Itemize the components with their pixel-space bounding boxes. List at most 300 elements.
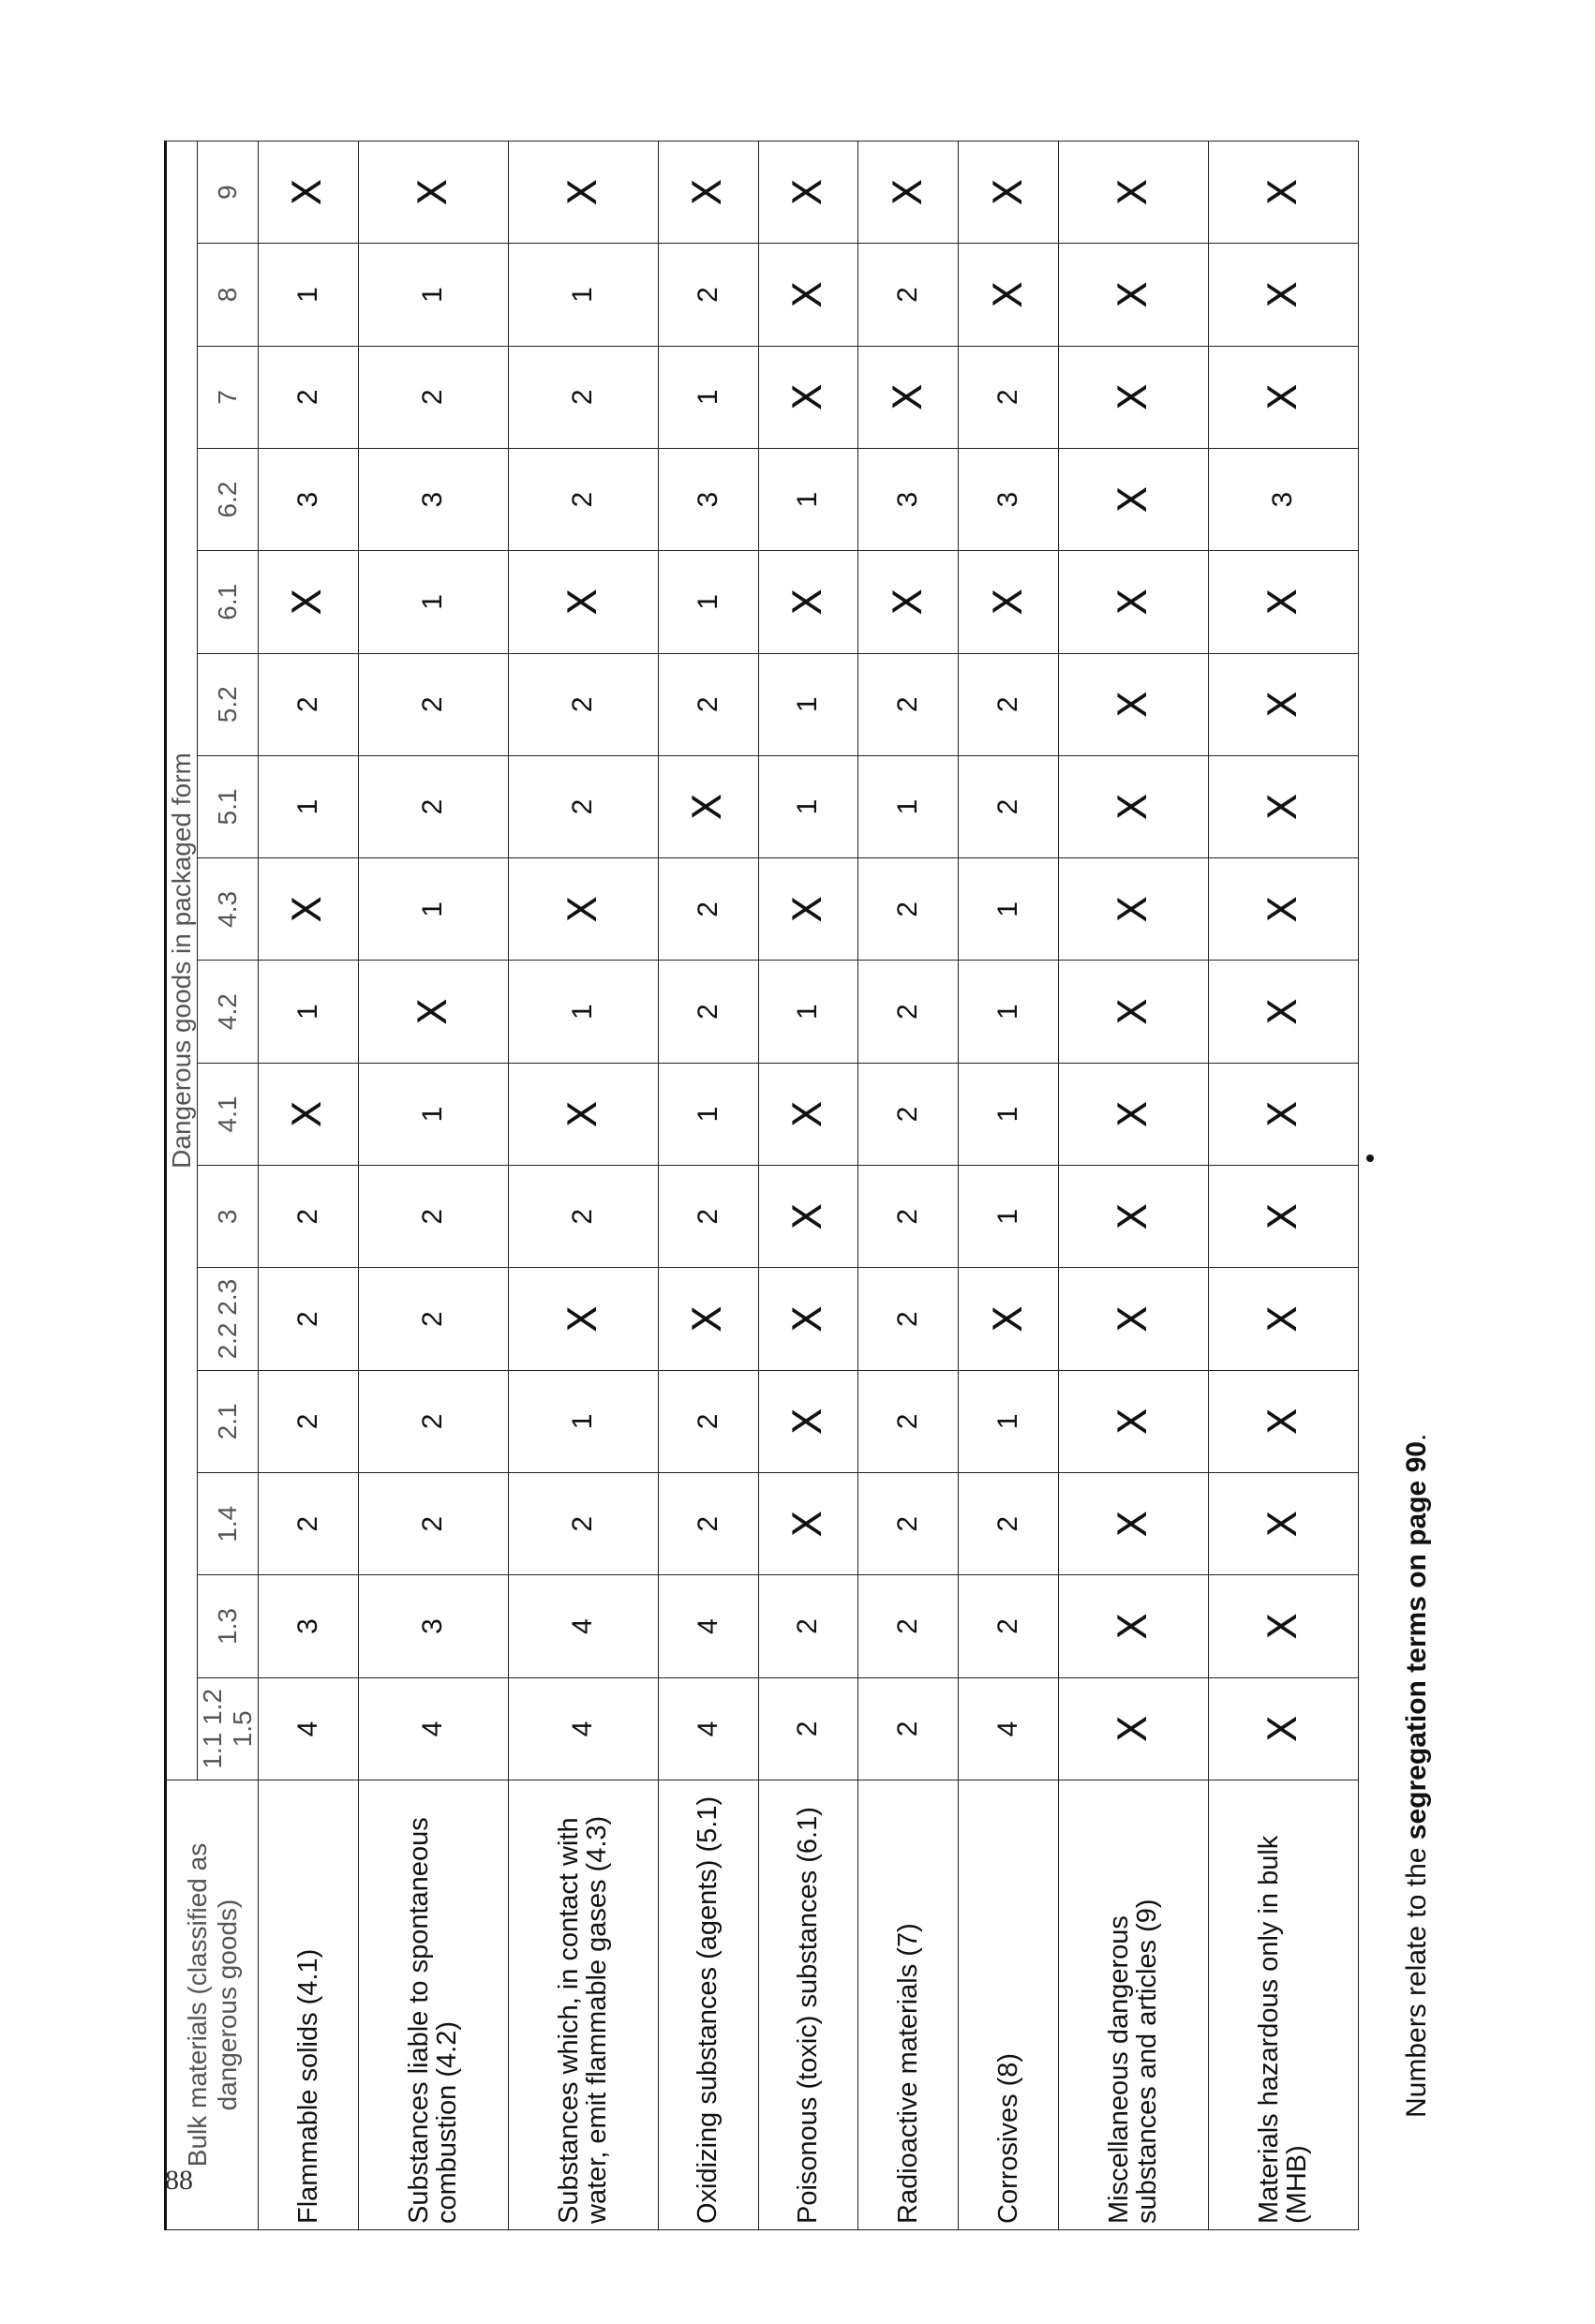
table-cell (358, 551, 508, 653)
table-cell (1059, 346, 1209, 448)
table-cell (658, 1370, 758, 1472)
table-cell (858, 448, 959, 550)
column-header: 5.2 (198, 653, 259, 755)
table-cell (1208, 755, 1358, 857)
segregation-number: 1 (417, 901, 449, 917)
footnote-suffix: . (1401, 1433, 1432, 1442)
cross-mark: X (1259, 588, 1305, 616)
table-cell (1208, 448, 1358, 550)
segregation-number: 2 (792, 1721, 824, 1737)
table-cell (358, 1575, 508, 1677)
segregation-number: 4 (291, 1721, 323, 1737)
table-cell (1059, 755, 1209, 857)
table-cell (758, 551, 858, 653)
segregation-table-rotated (164, 141, 1359, 2230)
segregation-number: 2 (992, 696, 1024, 713)
column-header: 7 (198, 346, 259, 448)
table-cell (758, 244, 858, 346)
row-label: Substances which, in contact with water, emit flammable gases (4.3) (508, 1780, 658, 2230)
table-cell (259, 142, 359, 244)
cross-mark: X (783, 1408, 830, 1436)
table-cell (959, 244, 1059, 346)
table-cell (1059, 1063, 1209, 1165)
row-label: Corrosives (8) (959, 1780, 1059, 2230)
segregation-number: 1 (567, 287, 599, 303)
segregation-table (164, 141, 1359, 2230)
cross-mark: X (1109, 1305, 1155, 1333)
table-cell (508, 142, 658, 244)
segregation-number: 2 (992, 1618, 1024, 1634)
table-cell (1208, 961, 1358, 1063)
table-cell (758, 1370, 858, 1472)
table-cell (508, 1677, 658, 1780)
column-header: 5.1 (198, 755, 259, 857)
table-cell (758, 1166, 858, 1268)
segregation-number: 2 (892, 901, 924, 917)
cross-mark: X (884, 383, 931, 411)
row-label: Radioactive materials (7) (858, 1780, 959, 2230)
column-group-label: Dangerous goods in packaged form (166, 142, 198, 1780)
segregation-number: 1 (792, 696, 824, 713)
table-cell (858, 1575, 959, 1677)
segregation-number: 4 (692, 1721, 723, 1737)
segregation-number: 3 (417, 491, 449, 508)
table-cell (758, 1268, 858, 1370)
segregation-number: 2 (892, 1515, 924, 1532)
table-cell (858, 346, 959, 448)
segregation-number: 2 (892, 287, 924, 303)
table-cell (658, 1268, 758, 1370)
table-cell (758, 346, 858, 448)
table-cell (1059, 142, 1209, 244)
cross-mark: X (559, 895, 605, 923)
segregation-number: 4 (567, 1721, 599, 1737)
column-header: 2.1 (198, 1370, 259, 1472)
table-cell (508, 551, 658, 653)
table-row (259, 142, 359, 2230)
cross-mark: X (684, 793, 731, 821)
footnote (1401, 1274, 1438, 2118)
table-cell (1208, 653, 1358, 755)
table-cell (658, 551, 758, 653)
page-number: 88 (165, 2165, 193, 2196)
table-cell (259, 1575, 359, 1677)
segregation-number: 2 (567, 491, 599, 508)
table-cell (658, 142, 758, 244)
table-cell (858, 653, 959, 755)
table-cell (259, 1063, 359, 1165)
row-label: Oxidizing substances (agents) (5.1) (658, 1780, 758, 2230)
table-cell (508, 961, 658, 1063)
table-cell (1059, 961, 1209, 1063)
segregation-number: 1 (567, 1004, 599, 1020)
segregation-number: 3 (692, 491, 723, 508)
cross-mark: X (1109, 281, 1155, 308)
table-cell (858, 1473, 959, 1575)
segregation-number: 4 (692, 1618, 723, 1634)
table-cell (959, 1063, 1059, 1165)
table-cell (959, 961, 1059, 1063)
table-cell (1208, 551, 1358, 653)
segregation-number: 4 (567, 1618, 599, 1634)
table-cell (1059, 1473, 1209, 1575)
table-cell (259, 1473, 359, 1575)
segregation-number: 2 (567, 389, 599, 406)
segregation-number: 1 (417, 287, 449, 303)
cross-mark: X (284, 1100, 331, 1128)
cross-mark: X (884, 588, 931, 616)
column-header: 8 (198, 244, 259, 346)
cross-mark: X (984, 1305, 1031, 1333)
table-cell (959, 1166, 1059, 1268)
table-cell (858, 1166, 959, 1268)
table-row (959, 142, 1059, 2230)
table-cell (358, 142, 508, 244)
segregation-number: 1 (992, 1004, 1024, 1020)
segregation-number: 2 (892, 1311, 924, 1327)
segregation-number: 2 (567, 1208, 599, 1225)
segregation-number: 2 (892, 696, 924, 713)
cross-mark: X (1109, 895, 1155, 923)
table-cell (959, 755, 1059, 857)
segregation-number: 2 (291, 389, 323, 406)
cross-mark: X (1259, 1202, 1305, 1230)
segregation-number: 1 (992, 1208, 1024, 1225)
segregation-number: 2 (417, 798, 449, 815)
table-cell (658, 1166, 758, 1268)
table-cell (858, 551, 959, 653)
table-cell (658, 244, 758, 346)
table-cell (1208, 858, 1358, 961)
table-cell (959, 346, 1059, 448)
table-cell (259, 1166, 359, 1268)
segregation-number: 1 (692, 1106, 723, 1123)
footnote-prefix: Numbers relate to the (1401, 1840, 1432, 2118)
table-cell (658, 1677, 758, 1780)
segregation-number: 1 (417, 1106, 449, 1123)
segregation-number: 2 (892, 1004, 924, 1020)
table-cell (358, 653, 508, 755)
segregation-number: 3 (291, 1618, 323, 1634)
table-cell (508, 244, 658, 346)
table-cell (1059, 1370, 1209, 1472)
segregation-number: 2 (567, 696, 599, 713)
segregation-number: 1 (692, 389, 723, 406)
cross-mark: X (1109, 1613, 1155, 1640)
table-cell (959, 1677, 1059, 1780)
cross-mark: X (284, 895, 331, 923)
table-cell (358, 1677, 508, 1780)
table-cell (959, 858, 1059, 961)
table-cell (1208, 1677, 1358, 1780)
segregation-number: 1 (992, 901, 1024, 917)
table-cell (858, 1370, 959, 1472)
table-cell (959, 142, 1059, 244)
cross-mark: X (984, 178, 1031, 206)
table-cell (259, 858, 359, 961)
table-cell (658, 1473, 758, 1575)
table-cell (1208, 1473, 1358, 1575)
table-cell (1059, 653, 1209, 755)
cross-mark: X (783, 1100, 830, 1128)
table-cell (658, 1575, 758, 1677)
table-cell (259, 961, 359, 1063)
table-row (858, 142, 959, 2230)
table-cell (1208, 1063, 1358, 1165)
cross-mark: X (1259, 793, 1305, 821)
segregation-number: 2 (417, 389, 449, 406)
segregation-number: 2 (291, 696, 323, 713)
cross-mark: X (684, 178, 731, 206)
segregation-number: 1 (291, 1004, 323, 1020)
cross-mark: X (783, 1202, 830, 1230)
cross-mark: X (1259, 281, 1305, 308)
segregation-number: 1 (291, 798, 323, 815)
cross-mark: X (409, 998, 455, 1026)
cross-mark: X (284, 588, 331, 616)
segregation-number: 3 (1267, 491, 1299, 508)
table-cell (758, 142, 858, 244)
cross-mark: X (1109, 793, 1155, 821)
table-cell (358, 961, 508, 1063)
table-cell (959, 551, 1059, 653)
segregation-number: 2 (692, 287, 723, 303)
row-label: Materials hazardous only in bulk (MHB) (1208, 1780, 1358, 2230)
table-cell (508, 1370, 658, 1472)
cross-mark: X (1259, 1510, 1305, 1538)
table-cell (1059, 1677, 1209, 1780)
table-cell (508, 653, 658, 755)
table-cell (1059, 1268, 1209, 1370)
table-cell (259, 755, 359, 857)
table-cell (959, 1268, 1059, 1370)
segregation-number: 1 (692, 594, 723, 610)
segregation-number: 2 (992, 798, 1024, 815)
table-row (508, 142, 658, 2230)
row-label: Miscellaneous dangerous substances and articles (9) (1059, 1780, 1209, 2230)
stray-dot-mark (1366, 1155, 1374, 1162)
table-cell (1059, 1575, 1209, 1677)
segregation-number: 2 (892, 1413, 924, 1430)
segregation-number: 2 (692, 1208, 723, 1225)
segregation-number: 2 (892, 1618, 924, 1634)
column-header: 4.1 (198, 1063, 259, 1165)
cross-mark: X (559, 588, 605, 616)
cross-mark: X (1259, 1100, 1305, 1128)
row-label: Poisonous (toxic) substances (6.1) (758, 1780, 858, 2230)
segregation-number: 2 (417, 1311, 449, 1327)
table-row (1059, 142, 1209, 2230)
table-cell (959, 448, 1059, 550)
table-cell (758, 448, 858, 550)
segregation-number: 1 (792, 491, 824, 508)
table-cell (1059, 858, 1209, 961)
table-cell (858, 1268, 959, 1370)
cross-mark: X (984, 588, 1031, 616)
segregation-number: 2 (892, 1721, 924, 1737)
table-cell (358, 1473, 508, 1575)
cross-mark: X (884, 178, 931, 206)
table-cell (508, 1575, 658, 1677)
table-cell (508, 346, 658, 448)
table-cell (259, 653, 359, 755)
cross-mark: X (783, 1510, 830, 1538)
table-cell (658, 1063, 758, 1165)
cross-mark: X (559, 1100, 605, 1128)
segregation-number: 2 (692, 1413, 723, 1430)
table-cell (1208, 346, 1358, 448)
cross-mark: X (1109, 691, 1155, 719)
column-header: 9 (198, 142, 259, 244)
cross-mark: X (1259, 178, 1305, 206)
table-cell (758, 1677, 858, 1780)
cross-mark: X (783, 383, 830, 411)
cross-mark: X (1259, 1715, 1305, 1743)
table-cell (358, 858, 508, 961)
table-cell (858, 961, 959, 1063)
cross-mark: X (1109, 178, 1155, 206)
cross-mark: X (1109, 1202, 1155, 1230)
segregation-number: 3 (892, 491, 924, 508)
table-cell (358, 755, 508, 857)
cross-mark: X (1259, 998, 1305, 1026)
column-header: 4.2 (198, 961, 259, 1063)
table-cell (1208, 1370, 1358, 1472)
table-cell (1208, 1575, 1358, 1677)
table-cell (358, 448, 508, 550)
table-row (358, 142, 508, 2230)
segregation-number: 2 (892, 1208, 924, 1225)
table-cell (858, 755, 959, 857)
cross-mark: X (684, 1305, 731, 1333)
table-cell (658, 448, 758, 550)
segregation-number: 2 (417, 696, 449, 713)
segregation-number: 1 (992, 1106, 1024, 1123)
cross-mark: X (984, 281, 1031, 308)
segregation-number: 2 (417, 1413, 449, 1430)
column-header: 6.2 (198, 448, 259, 550)
column-header: 2.2 2.3 (198, 1268, 259, 1370)
column-header: 3 (198, 1166, 259, 1268)
cross-mark: X (1259, 1613, 1305, 1640)
segregation-number: 1 (417, 594, 449, 610)
footnote-bold-text: segregation terms on page 90 (1401, 1441, 1432, 1840)
segregation-number: 2 (892, 1106, 924, 1123)
segregation-number: 4 (417, 1721, 449, 1737)
segregation-number: 4 (992, 1721, 1024, 1737)
table-cell (959, 1473, 1059, 1575)
segregation-number: 1 (567, 1413, 599, 1430)
table-cell (858, 1677, 959, 1780)
segregation-number: 2 (692, 1004, 723, 1020)
cross-mark: X (1109, 1100, 1155, 1128)
table-cell (758, 961, 858, 1063)
table-cell (658, 346, 758, 448)
row-label: Flammable solids (4.1) (259, 1780, 359, 2230)
table-cell (259, 1370, 359, 1472)
table-cell (508, 1473, 658, 1575)
table-cell (358, 1268, 508, 1370)
table-cell (358, 1166, 508, 1268)
table-cell (259, 244, 359, 346)
table-cell (959, 653, 1059, 755)
table-cell (259, 1268, 359, 1370)
cross-mark: X (1109, 588, 1155, 616)
table-cell (758, 858, 858, 961)
table-cell (858, 858, 959, 961)
table-cell (1059, 244, 1209, 346)
table-cell (758, 653, 858, 755)
table-body (259, 142, 1359, 2230)
table-cell (658, 961, 758, 1063)
table-cell (358, 1063, 508, 1165)
cross-mark: X (559, 1305, 605, 1333)
segregation-number: 2 (792, 1618, 824, 1634)
segregation-number: 2 (291, 1413, 323, 1430)
table-cell (358, 1370, 508, 1472)
column-header: 1.1 1.2 1.5 (198, 1677, 259, 1780)
segregation-number: 1 (792, 798, 824, 815)
segregation-number: 1 (992, 1413, 1024, 1430)
column-header: 4.3 (198, 858, 259, 961)
cross-mark: X (1109, 1408, 1155, 1436)
segregation-number: 2 (692, 696, 723, 713)
table-cell (259, 1677, 359, 1780)
table-cell (658, 653, 758, 755)
cross-mark: X (1109, 1715, 1155, 1743)
cross-mark: X (1259, 895, 1305, 923)
cross-mark: X (284, 178, 331, 206)
cross-mark: X (559, 178, 605, 206)
segregation-number: 2 (291, 1311, 323, 1327)
table-cell (858, 1063, 959, 1165)
row-header-label: Bulk materials (classified as dangerous goods) (166, 1780, 259, 2230)
cross-mark: X (1109, 383, 1155, 411)
segregation-number: 2 (567, 798, 599, 815)
table-cell (1059, 551, 1209, 653)
table-cell (508, 755, 658, 857)
segregation-number: 3 (417, 1618, 449, 1634)
table-cell (758, 1575, 858, 1677)
segregation-number: 2 (692, 901, 723, 917)
segregation-number: 2 (992, 1515, 1024, 1532)
cross-mark: X (783, 1305, 830, 1333)
table-header-group-row (166, 142, 198, 2230)
table-cell (508, 1166, 658, 1268)
segregation-number: 2 (992, 389, 1024, 406)
table-cell (858, 244, 959, 346)
table-cell (358, 346, 508, 448)
column-header: 1.4 (198, 1473, 259, 1575)
table-cell (658, 858, 758, 961)
table-cell (658, 755, 758, 857)
segregation-number: 2 (692, 1515, 723, 1532)
table-cell (959, 1575, 1059, 1677)
table-cell (858, 142, 959, 244)
table-cell (259, 551, 359, 653)
segregation-number: 2 (567, 1515, 599, 1532)
segregation-number: 1 (792, 1004, 824, 1020)
segregation-number: 3 (992, 491, 1024, 508)
table-cell (259, 346, 359, 448)
cross-mark: X (409, 178, 455, 206)
table-row (658, 142, 758, 2230)
cross-mark: X (783, 281, 830, 308)
table-cell (259, 448, 359, 550)
table-cell (758, 1063, 858, 1165)
row-label: Substances liable to spontaneous combustion (4.2) (358, 1780, 508, 2230)
table-row (758, 142, 858, 2230)
